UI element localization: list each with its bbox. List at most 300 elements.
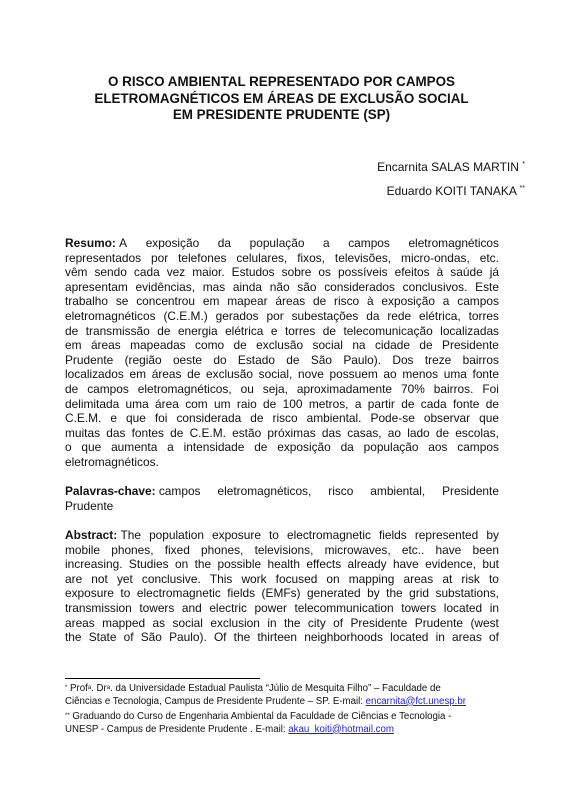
word: (C.E.M.) <box>163 308 208 323</box>
word: são <box>297 279 317 294</box>
word: torres <box>468 308 499 323</box>
resumo-line <box>65 367 499 382</box>
resumo-line <box>65 280 499 295</box>
abstract-line <box>65 543 499 558</box>
word: ao <box>387 425 401 440</box>
word: considerados <box>324 279 395 294</box>
word: os <box>318 265 331 280</box>
paper-title <box>40 74 523 124</box>
resumo-section <box>65 236 499 470</box>
footnote-1-mark: * <box>65 685 68 691</box>
word: Prudente <box>414 615 464 630</box>
word: televisions, <box>254 542 314 557</box>
footnote-1-prof-sup: a <box>87 685 92 691</box>
word: fields <box>378 528 407 542</box>
word: escolas, <box>455 425 499 440</box>
word: telefones <box>178 250 227 265</box>
footnote-2-mark: ** <box>65 713 70 719</box>
word: electromagnetic <box>286 528 371 542</box>
word: considerada <box>176 411 242 426</box>
word: já <box>489 265 499 280</box>
word: thirteen <box>257 630 298 645</box>
word: exclusion <box>210 615 260 630</box>
word: localizadas <box>440 323 499 338</box>
word: por <box>266 308 284 323</box>
word: a <box>442 294 450 309</box>
word: em <box>202 294 220 309</box>
word: de <box>170 425 184 440</box>
title-line-3: EM PRESIDENTE PRUDENTE (SP) <box>172 107 391 122</box>
resumo-line <box>65 440 499 455</box>
footnote-1-dr-sup: a <box>106 685 111 691</box>
word: cidade <box>374 338 410 353</box>
word: areas <box>403 571 434 586</box>
word: the <box>233 630 251 645</box>
word: menos <box>402 367 439 382</box>
word: eletromagnéticos <box>408 236 499 250</box>
abstract-line <box>65 616 499 631</box>
word: C.E.M. <box>65 411 102 426</box>
word: trabalho <box>65 294 108 309</box>
word: de <box>485 396 499 411</box>
word: (EMFs) <box>261 586 301 601</box>
word: increasing. <box>65 557 123 572</box>
word: Of <box>213 630 227 645</box>
resumo-line <box>65 353 499 368</box>
word: located <box>443 600 483 615</box>
word: Presidente <box>442 484 499 498</box>
word: celulares, <box>236 250 288 265</box>
word: Estado <box>237 352 275 367</box>
word: effects <box>306 557 342 572</box>
word: in <box>435 630 445 645</box>
word: generated <box>307 586 361 601</box>
word: delimitada <box>65 396 120 411</box>
word: already <box>347 557 387 572</box>
word: phones, <box>111 542 154 557</box>
word: e <box>110 411 117 426</box>
resumo-line <box>65 338 499 353</box>
word: campos <box>457 440 499 455</box>
word: com <box>185 396 208 411</box>
word: C.E.M. <box>189 425 226 440</box>
word: exposição <box>381 294 435 309</box>
word: social <box>312 338 343 353</box>
word: ambiental. <box>306 411 362 426</box>
word: Paulo). <box>343 352 382 367</box>
footnote-1-campus: Ciências e Tecnologia, Campus de Presidente Prudente – SP. E-mail: <box>65 695 366 707</box>
word: torres <box>284 323 316 338</box>
word: oeste <box>172 352 203 367</box>
word: possible <box>217 557 262 572</box>
word: as <box>152 615 166 630</box>
word: grid <box>409 586 429 601</box>
word: Presidente <box>442 338 499 353</box>
word: metros, <box>308 396 349 411</box>
abstract-line <box>65 630 499 645</box>
word: mas <box>202 279 226 294</box>
resumo-label: Resumo: <box>65 236 116 250</box>
word: uma <box>443 367 467 382</box>
footnote-2-email-link[interactable]: akau_koiti@hotmail.com <box>288 723 394 735</box>
word: (west <box>470 615 499 630</box>
abstract-section <box>65 528 499 645</box>
word: not <box>91 571 108 586</box>
word: health <box>267 557 300 572</box>
author-2-mark: ** <box>519 185 525 192</box>
footnote-1-line-2 <box>65 696 505 709</box>
word: campos <box>348 236 390 250</box>
word: fixos, <box>297 250 325 265</box>
word: de <box>250 411 264 426</box>
word: yet <box>116 571 133 586</box>
word: e <box>270 323 278 338</box>
word: vez <box>166 265 186 280</box>
footnote-1-line-1 <box>65 683 505 696</box>
word: ainda <box>232 279 263 294</box>
word: in <box>489 600 499 615</box>
resumo-line <box>65 251 499 266</box>
word: de <box>233 338 247 353</box>
word: telecomunicação <box>343 323 433 338</box>
author-1-mark: * <box>522 161 525 168</box>
word: da <box>217 236 232 250</box>
word: are <box>65 571 83 586</box>
footnote-1 <box>65 683 505 708</box>
word: de <box>65 381 79 396</box>
word: nove <box>298 367 324 382</box>
word: muitas <box>65 425 101 440</box>
abstract-label: Abstract: <box>65 528 118 542</box>
word: This <box>209 571 233 586</box>
word: lado <box>407 425 430 440</box>
word: Prudente <box>65 498 114 513</box>
word: at <box>442 571 453 586</box>
word: ao <box>383 367 397 382</box>
word: próximas <box>267 425 316 440</box>
word: que <box>81 440 102 455</box>
word: Estudos <box>231 265 275 280</box>
word: como <box>195 338 225 353</box>
word: phones, <box>201 542 244 557</box>
word: fonte <box>472 367 499 382</box>
word: 70% <box>401 381 425 396</box>
word: 100 <box>282 396 303 411</box>
word: fixed <box>164 542 190 557</box>
word: sobre <box>281 265 312 280</box>
author-2 <box>387 184 525 198</box>
word: electromagnetic <box>136 586 221 601</box>
abstract-line <box>65 601 499 616</box>
word: intensidade <box>183 440 245 455</box>
word: exclusão <box>256 338 304 353</box>
word: de <box>286 352 300 367</box>
keywords-label: Palavras-chave: <box>65 484 156 498</box>
word: bairros <box>462 352 499 367</box>
word: por <box>150 250 169 265</box>
word: risk <box>461 571 480 586</box>
title-line-2: ELETROMAGNÉTICOS EM ÁREAS DE EXCLUSÃO SOCIAL <box>94 90 469 106</box>
word: campos <box>87 381 129 396</box>
word: localizados <box>65 367 124 382</box>
word: de <box>187 367 201 382</box>
word: (região <box>124 352 162 367</box>
word: risco <box>334 294 360 309</box>
word: a <box>354 396 362 411</box>
word: população <box>363 440 419 455</box>
resumo-line <box>65 294 499 309</box>
word: in <box>267 615 277 630</box>
word: exposure <box>212 528 261 542</box>
word: Este <box>475 279 499 294</box>
word: fields <box>227 586 256 601</box>
word: Foi <box>482 381 499 396</box>
word: mapping <box>348 571 395 586</box>
word: exposição <box>145 236 200 250</box>
author-1-name: Encarnita SALAS MARTIN <box>377 160 519 174</box>
word: focused <box>275 571 318 586</box>
word: áreas <box>151 367 182 382</box>
word: da <box>340 440 354 455</box>
word: área <box>155 396 179 411</box>
word: on <box>326 571 340 586</box>
word: the <box>386 586 403 601</box>
word: que <box>126 411 146 426</box>
word: estão <box>232 425 262 440</box>
word: aumenta <box>111 440 158 455</box>
word: power <box>254 600 287 615</box>
word: eletromagnéticos, <box>137 381 232 396</box>
word: em <box>129 367 147 382</box>
word: city <box>307 615 326 630</box>
word: have <box>392 557 419 572</box>
word: conclusivos. <box>402 279 468 294</box>
footnote-2-line-2 <box>65 724 505 737</box>
word: partir <box>367 396 395 411</box>
word: representados <box>65 250 142 265</box>
word: neighborhoods <box>304 630 383 645</box>
word: gerados <box>215 308 259 323</box>
word: exposure <box>65 586 114 601</box>
word: saúde <box>450 265 483 280</box>
word: à <box>436 265 444 280</box>
resumo-label-and-first-word: Resumo: A <box>65 236 128 250</box>
word: se <box>115 294 129 309</box>
word: the <box>283 615 301 630</box>
keywords-section <box>65 484 499 513</box>
word: Prudente <box>65 352 114 367</box>
word: subestações <box>291 308 359 323</box>
word: mapped <box>102 615 146 630</box>
word: of <box>333 615 344 630</box>
word: evidence, <box>425 557 477 572</box>
word: and <box>181 600 202 615</box>
word: cada <box>420 396 447 411</box>
word: São <box>140 630 162 645</box>
footnote-2-line-1 <box>65 711 505 724</box>
word: exclusão <box>206 367 253 382</box>
word: rede <box>387 308 412 323</box>
word: eletromagnéticos. <box>65 454 159 469</box>
word: elétrica, <box>419 308 461 323</box>
footnote-2-course: Graduando do Curso de Engenharia Ambiental da Faculdade de Ciências e Tecnologia - <box>69 711 452 722</box>
footnote-divider <box>65 678 260 679</box>
word: São <box>310 352 333 367</box>
word: das <box>321 425 342 440</box>
abstract-label-and-first-word: Abstract: The <box>65 528 141 542</box>
word: seja, <box>262 381 288 396</box>
footnote-1-dr: . Dr <box>91 683 107 694</box>
footnote-1-prof: Prof <box>67 683 88 694</box>
word: risco <box>328 484 354 498</box>
word: represented <box>414 528 479 542</box>
author-2-name: Eduardo KOITI TANAKA <box>386 184 517 198</box>
word: have <box>435 542 462 557</box>
keywords-label-and-first-word: Palavras-chave: campos <box>65 484 201 498</box>
keywords-line <box>65 499 499 514</box>
word: by <box>486 528 499 542</box>
word: towers <box>139 600 175 615</box>
word: casas, <box>347 425 382 440</box>
word: Studies <box>128 557 169 572</box>
word: of <box>488 630 499 645</box>
word: aproximadamente <box>296 381 393 396</box>
abstract-line <box>65 572 499 587</box>
word: uma <box>125 396 149 411</box>
footnote-2-campus: UNESP - Campus de Presidente Prudente . E-mail: <box>65 723 289 735</box>
word: a <box>167 440 174 455</box>
footnote-1-affiliation: . da Universidade Estadual Paulista “Júlio de Mesquita Filho” – Faculdade de <box>110 683 441 694</box>
word: um <box>214 396 231 411</box>
word: located <box>390 630 429 645</box>
word: de <box>157 323 171 338</box>
word: but <box>482 557 499 572</box>
word: social <box>172 615 203 630</box>
word: social, <box>258 367 293 382</box>
resumo-line <box>65 411 499 426</box>
word: população <box>249 236 305 250</box>
word: aos <box>428 440 448 455</box>
word: concentrou <box>136 294 196 309</box>
word: Paulo). <box>169 630 207 645</box>
word: de <box>419 338 433 353</box>
word: de <box>254 440 268 455</box>
word: foi <box>154 411 168 426</box>
word: energia <box>177 323 218 338</box>
word: areas <box>452 630 482 645</box>
word: micro-ondas, <box>401 250 470 265</box>
title-line-1: O RISCO AMBIENTAL REPRESENTADO POR CAMPOS <box>108 74 455 89</box>
resumo-line <box>65 426 499 441</box>
word: conclusive. <box>141 571 201 586</box>
word: à <box>366 294 374 309</box>
word: raio <box>236 396 257 411</box>
word: mobile <box>65 542 101 557</box>
word: transmission <box>65 600 132 615</box>
resumo-line <box>65 309 499 324</box>
keywords-line <box>65 484 499 499</box>
word: não <box>269 279 290 294</box>
word: microwaves, <box>324 542 391 557</box>
word: áreas <box>90 338 121 353</box>
word: to <box>269 528 279 542</box>
word: eletromagnéticos <box>65 308 156 323</box>
word: sendo <box>94 265 127 280</box>
word: cada <box>133 265 160 280</box>
word: de <box>65 323 79 338</box>
word: o <box>65 440 72 455</box>
word: de <box>435 425 450 440</box>
footnote-2 <box>65 711 505 736</box>
word: evidências, <box>135 279 196 294</box>
word: fonte <box>452 396 480 411</box>
word: been <box>472 542 499 557</box>
word: mapeadas <box>130 338 186 353</box>
resumo-line <box>65 397 499 412</box>
word: Presidente <box>350 615 408 630</box>
word: State <box>88 630 117 645</box>
resumo-line <box>65 324 499 339</box>
word: substations, <box>435 586 499 601</box>
word: electric <box>209 600 247 615</box>
word: risco <box>272 411 298 426</box>
word: etc.. <box>401 542 425 557</box>
abstract-line <box>65 557 499 572</box>
word: que <box>479 411 499 426</box>
word: the <box>65 630 82 645</box>
word: eletromagnéticos, <box>217 484 312 498</box>
word: observar <box>423 411 471 426</box>
word: do <box>213 352 227 367</box>
word: vêm <box>65 265 88 280</box>
resumo-line <box>65 382 499 397</box>
word: efeitos <box>394 265 430 280</box>
abstract-line <box>65 528 499 543</box>
word: em <box>65 338 82 353</box>
word: ambiental, <box>370 484 426 498</box>
word: possuem <box>329 367 378 382</box>
word: population <box>149 528 204 542</box>
abstract-line <box>65 586 499 601</box>
footnote-1-email-link[interactable]: encarnita@fct.unesp.br <box>365 695 466 707</box>
word: de <box>401 396 415 411</box>
word: elétrica <box>225 323 264 338</box>
word: telecommunication <box>294 600 394 615</box>
word: Dos <box>392 352 414 367</box>
word: na <box>352 338 366 353</box>
word: to <box>120 586 131 601</box>
resumo-line <box>65 236 499 251</box>
author-1 <box>377 160 525 174</box>
word: mapear <box>227 294 268 309</box>
word: de <box>322 323 337 338</box>
word: Pode-se <box>370 411 415 426</box>
word: etc. <box>479 250 499 265</box>
word: treze <box>424 352 452 367</box>
word: da <box>366 308 380 323</box>
word: fontes <box>131 425 164 440</box>
word: campos <box>457 294 499 309</box>
word: a <box>323 236 330 250</box>
resumo-line <box>65 265 499 280</box>
word: to <box>489 571 499 586</box>
word: televisões, <box>334 250 392 265</box>
word: the <box>194 557 212 572</box>
word: de <box>263 396 277 411</box>
word: das <box>106 425 126 440</box>
word: apresentam <box>65 279 128 294</box>
word: exposição <box>277 440 331 455</box>
